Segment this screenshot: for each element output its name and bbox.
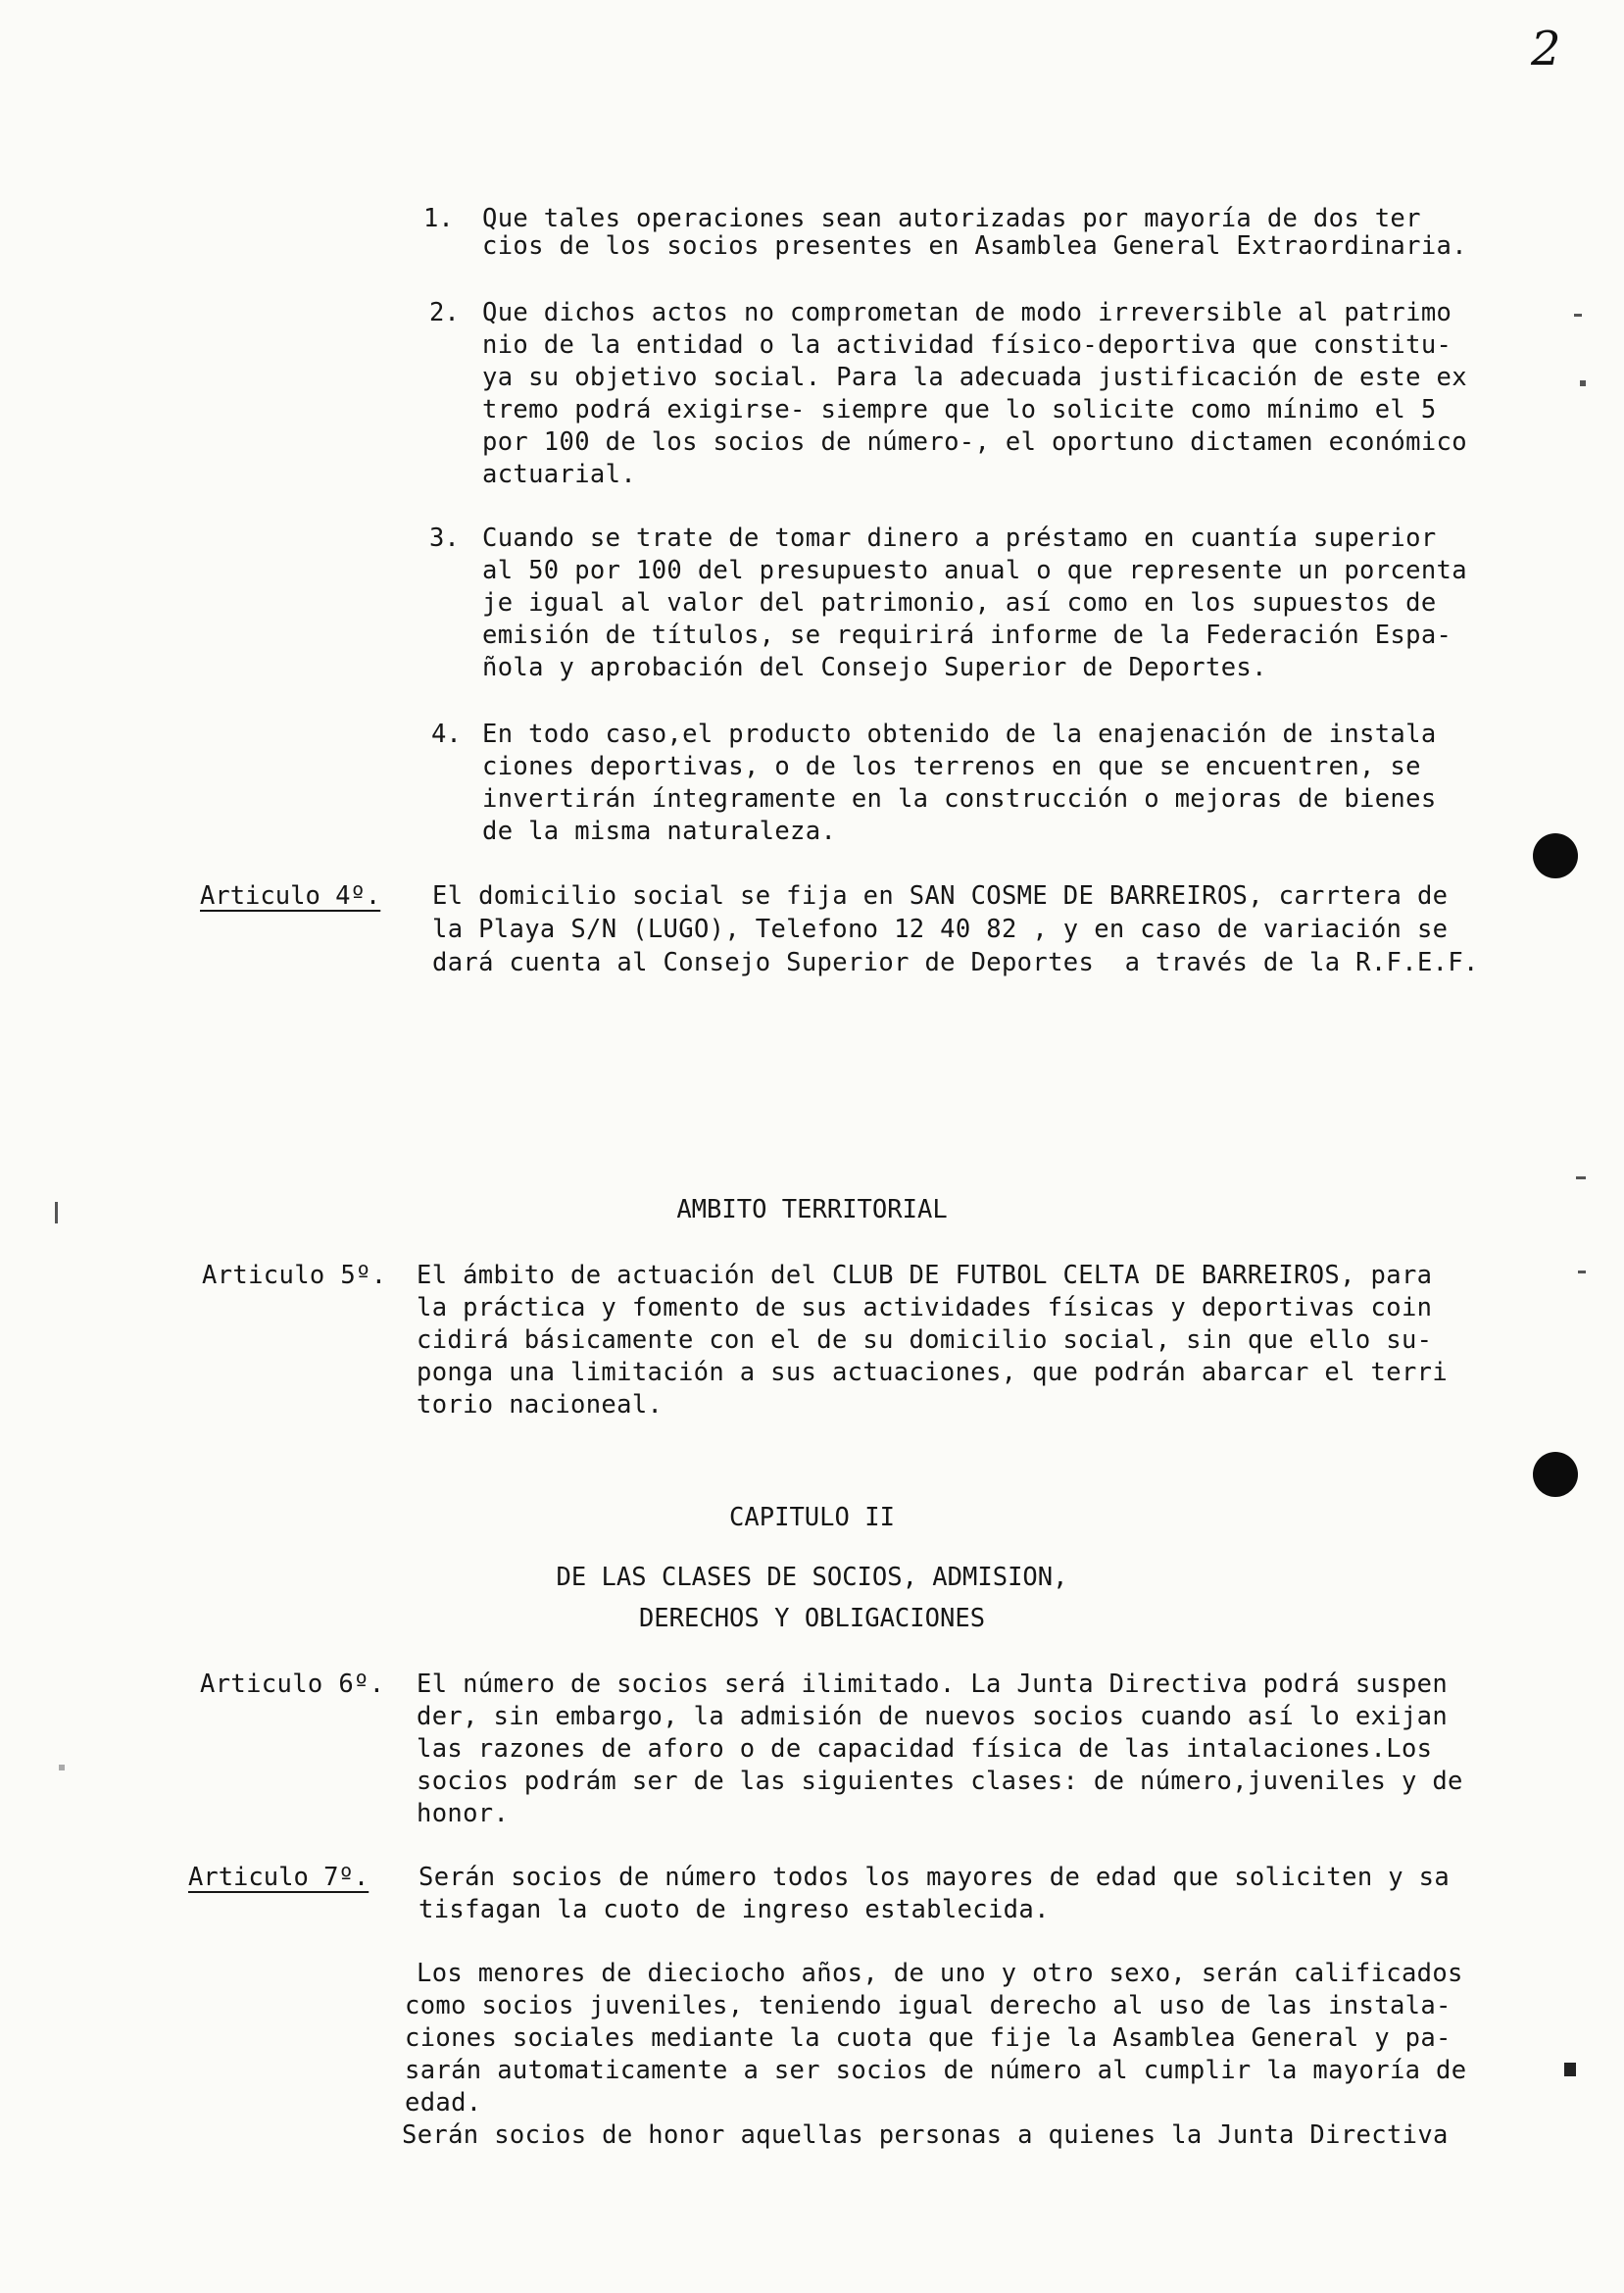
article-label: Articulo 7º. xyxy=(188,1863,369,1892)
punch-hole xyxy=(1533,833,1578,878)
article-line: torio nacioneal. xyxy=(417,1390,664,1420)
list-item-line: invertirán íntegramente en la construcción o mejoras de bienes xyxy=(482,784,1437,814)
page-number: 2 xyxy=(1531,22,1561,76)
article-line: sarán automaticamente a ser socios de número al cumplir la mayoría de xyxy=(405,2056,1467,2085)
list-item-line: nio de la entidad o la actividad físico-deportiva que constitu- xyxy=(482,330,1452,360)
list-item-line: de la misma naturaleza. xyxy=(482,817,837,846)
list-item-number: 1. xyxy=(423,204,454,233)
article-line: la Playa S/N (LUGO), Telefono 12 40 82 , y en caso de variación se xyxy=(432,915,1449,944)
article-line: ciones sociales mediante la cuota que fije la Asamblea General y pa- xyxy=(405,2023,1452,2053)
article-line: honor. xyxy=(417,1799,510,1828)
punch-hole xyxy=(1533,1452,1578,1497)
article-line: dará cuenta al Consejo Superior de Deportes a través de la R.F.E.F. xyxy=(432,948,1479,977)
article-line: la práctica y fomento de sus actividades físicas y deportivas coin xyxy=(417,1293,1433,1322)
list-item-line: Que tales operaciones sean autorizadas por mayoría de dos ter xyxy=(482,204,1421,233)
chapter-subtitle: DE LAS CLASES DE SOCIOS, ADMISION, xyxy=(556,1563,1068,1592)
article-line: las razones de aforo o de capacidad física de las intalaciones.Los xyxy=(417,1734,1433,1764)
article-label: Articulo 6º. xyxy=(200,1670,385,1699)
list-item-line: En todo caso,el producto obtenido de la enajenación de instala xyxy=(482,720,1437,749)
article-line: socios podrám ser de las siguientes clases: de número,juveniles y de xyxy=(417,1767,1463,1796)
list-item-line: Cuando se trate de tomar dinero a préstamo en cuantía superior xyxy=(482,523,1437,553)
list-item-line: cios de los socios presentes en Asamblea General Extraordinaria. xyxy=(482,231,1467,261)
article-line: ponga una limitación a sus actuaciones, que podrán abarcar el terri xyxy=(417,1358,1449,1387)
list-item-line: emisión de títulos, se requirirá informe de la Federación Espa- xyxy=(482,621,1452,650)
list-item-line: ciones deportivas, o de los terrenos en que se encuentren, se xyxy=(482,752,1421,781)
scan-mark xyxy=(1564,2063,1576,2076)
list-item-line: por 100 de los socios de número-, el oportuno dictamen económico xyxy=(482,427,1467,457)
scan-mark xyxy=(55,1202,58,1223)
list-item-line: tremo podrá exigirse- siempre que lo solicite como mínimo el 5 xyxy=(482,395,1437,424)
scan-mark xyxy=(1574,314,1582,317)
scan-mark xyxy=(1576,1176,1586,1179)
chapter-subtitle: DERECHOS Y OBLIGACIONES xyxy=(638,1604,986,1633)
article-line: Los menores de dieciocho años, de uno y otro sexo, serán calificados xyxy=(417,1959,1463,1988)
list-item-line: Que dichos actos no comprometan de modo irreversible al patrimo xyxy=(482,298,1452,327)
article-line: como socios juveniles, teniendo igual derecho al uso de las instala- xyxy=(405,1991,1452,2020)
article-line: El ámbito de actuación del CLUB DE FUTBOL CELTA DE BARREIROS, para xyxy=(417,1261,1433,1290)
list-item-line: ya su objetivo social. Para la adecuada justificación de este ex xyxy=(482,363,1467,392)
article-line: der, sin embargo, la admisión de nuevos socios cuando así lo exijan xyxy=(417,1702,1449,1731)
article-line: Serán socios de honor aquellas personas a quienes la Junta Directiva xyxy=(402,2120,1449,2150)
scan-mark xyxy=(1580,380,1586,386)
scan-mark xyxy=(59,1765,65,1770)
list-item-line: ñola y aprobación del Consejo Superior de Deportes. xyxy=(482,653,1267,682)
article-line: edad. xyxy=(405,2088,482,2118)
article-line: cidirá básicamente con el de su domicilio social, sin que ello su- xyxy=(417,1325,1433,1355)
article-line: El número de socios será ilimitado. La Junta Directiva podrá suspen xyxy=(417,1670,1449,1699)
article-label: Articulo 5º. xyxy=(202,1261,387,1290)
article-label: Articulo 4º. xyxy=(200,881,381,911)
article-line: tisfagan la cuoto de ingreso establecida. xyxy=(418,1895,1050,1924)
chapter-title: CAPITULO II xyxy=(729,1503,895,1532)
article-line: El domicilio social se fija en SAN COSME DE BARREIROS, carrtera de xyxy=(432,881,1449,911)
list-item-number: 3. xyxy=(429,523,460,553)
section-heading: AMBITO TERRITORIAL xyxy=(676,1195,948,1224)
list-item-line: je igual al valor del patrimonio, así como en los supuestos de xyxy=(482,588,1437,618)
list-item-number: 4. xyxy=(431,720,462,749)
scan-mark xyxy=(1578,1271,1586,1273)
list-item-number: 2. xyxy=(429,298,460,327)
article-line: Serán socios de número todos los mayores de edad que soliciten y sa xyxy=(418,1863,1451,1892)
list-item-line: al 50 por 100 del presupuesto anual o que represente un porcenta xyxy=(482,556,1467,585)
list-item-line: actuarial. xyxy=(482,460,637,489)
